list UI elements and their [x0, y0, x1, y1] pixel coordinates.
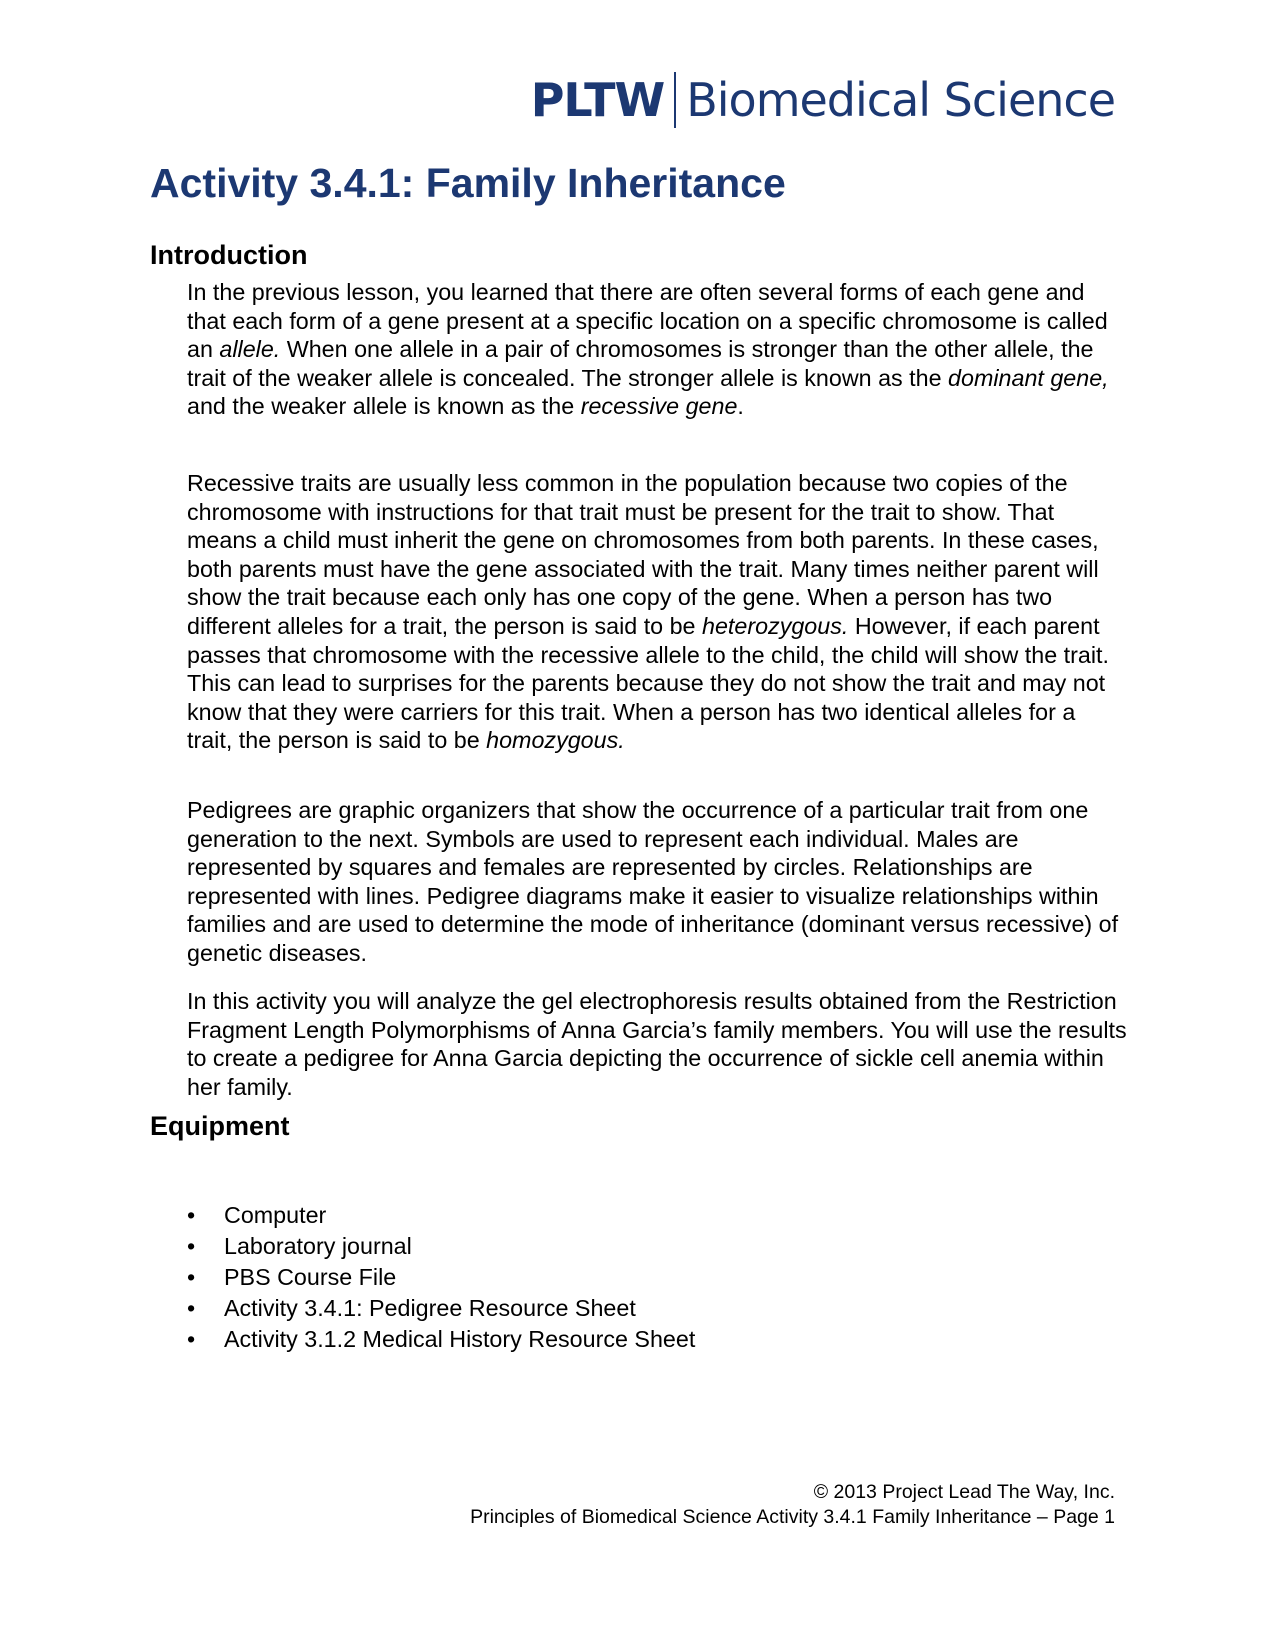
- logo-divider: [674, 72, 676, 128]
- footer-page-line: Principles of Biomedical Science Activity 3.4.1 Family Inheritance – Page 1: [470, 1506, 1115, 1528]
- page-title: Activity 3.4.1: Family Inheritance: [150, 160, 786, 206]
- text-run: and the weaker allele is known as the: [187, 393, 581, 420]
- intro-paragraph-2: [187, 469, 1127, 755]
- bullet-icon: •: [187, 1233, 196, 1259]
- text-run: .: [737, 393, 744, 420]
- equipment-item-label: Activity 3.1.2 Medical History Resource Sheet: [224, 1326, 696, 1352]
- bullet-icon: •: [187, 1295, 196, 1321]
- term-dominant-gene: dominant gene,: [948, 364, 1109, 391]
- logo-text: Biomedical Science: [686, 73, 1115, 127]
- logo-mark: PLTW: [530, 73, 665, 127]
- text-run: However, if each parent passes that chromosome with the recessive allele to the child, the child will show the trait. This can lead to surprises for the parents because they do not show the trait and may not know that they were carriers for this trait. When a person has two identical alleles for a trait, the person is said to be: [187, 612, 1109, 754]
- text-run: Recessive traits are usually less common in the population because two copies of the chromosome with instructions for that trait must be present for the trait to show. That means a child must inherit the gene on chromosomes from both parents. In these cases, both parents must have the gene associated with the trait. Many times neither parent will show the trait because each only has one copy of the gene. When a person has two different alleles for a trait, the person is said to be: [187, 470, 1099, 639]
- term-homozygous: homozygous.: [486, 727, 625, 754]
- footer: [470, 1480, 1115, 1530]
- list-item: [187, 1293, 695, 1324]
- text-run: When one allele in a pair of chromosomes is stronger than the other allele, the trait of the weaker allele is concealed. The stronger allele is known as the: [187, 336, 1094, 391]
- term-allele: allele.: [219, 336, 281, 363]
- equipment-item-label: Computer: [224, 1202, 327, 1228]
- bullet-icon: •: [187, 1264, 196, 1290]
- list-item: [187, 1262, 695, 1293]
- intro-paragraph-1: [187, 278, 1127, 421]
- bullet-icon: •: [187, 1326, 196, 1352]
- list-item: [187, 1231, 695, 1262]
- footer-copyright: © 2013 Project Lead The Way, Inc.: [813, 1481, 1115, 1503]
- equipment-list: [187, 1200, 695, 1355]
- pltw-logo: [531, 70, 1115, 130]
- list-item: [187, 1200, 695, 1231]
- equipment-item-label: Activity 3.4.1: Pedigree Resource Sheet: [224, 1295, 636, 1321]
- bullet-icon: •: [187, 1202, 196, 1228]
- term-heterozygous: heterozygous.: [701, 612, 849, 639]
- list-item: [187, 1324, 695, 1355]
- intro-paragraph-4: In this activity you will analyze the gel electrophoresis results obtained from the Restriction Fragment Length Polymorphisms of Anna Garcia’s family members. You will use the results to create a pedigree for Anna Garcia depicting the occurrence of sickle cell anemia within her family.: [187, 988, 1127, 1100]
- equipment-item-label: Laboratory journal: [224, 1233, 412, 1259]
- term-recessive-gene: recessive gene: [580, 393, 738, 420]
- introduction-heading: Introduction: [150, 240, 308, 270]
- equipment-item-label: PBS Course File: [224, 1264, 397, 1290]
- equipment-heading: Equipment: [150, 1111, 290, 1141]
- text-run: In the previous lesson, you learned that there are often several forms of each gene and that each form of a gene present at a specific location on a specific chromosome is called an: [187, 279, 1108, 363]
- intro-paragraph-3: Pedigrees are graphic organizers that show the occurrence of a particular trait from one generation to the next. Symbols are used to represent each individual. Males are represented by squares and females are represented by circles. Relationships are represented with lines. Pedigree diagrams make it easier to visualize relationships within families and are used to determine the mode of inheritance (dominant versus recessive) of genetic diseases.: [187, 797, 1119, 966]
